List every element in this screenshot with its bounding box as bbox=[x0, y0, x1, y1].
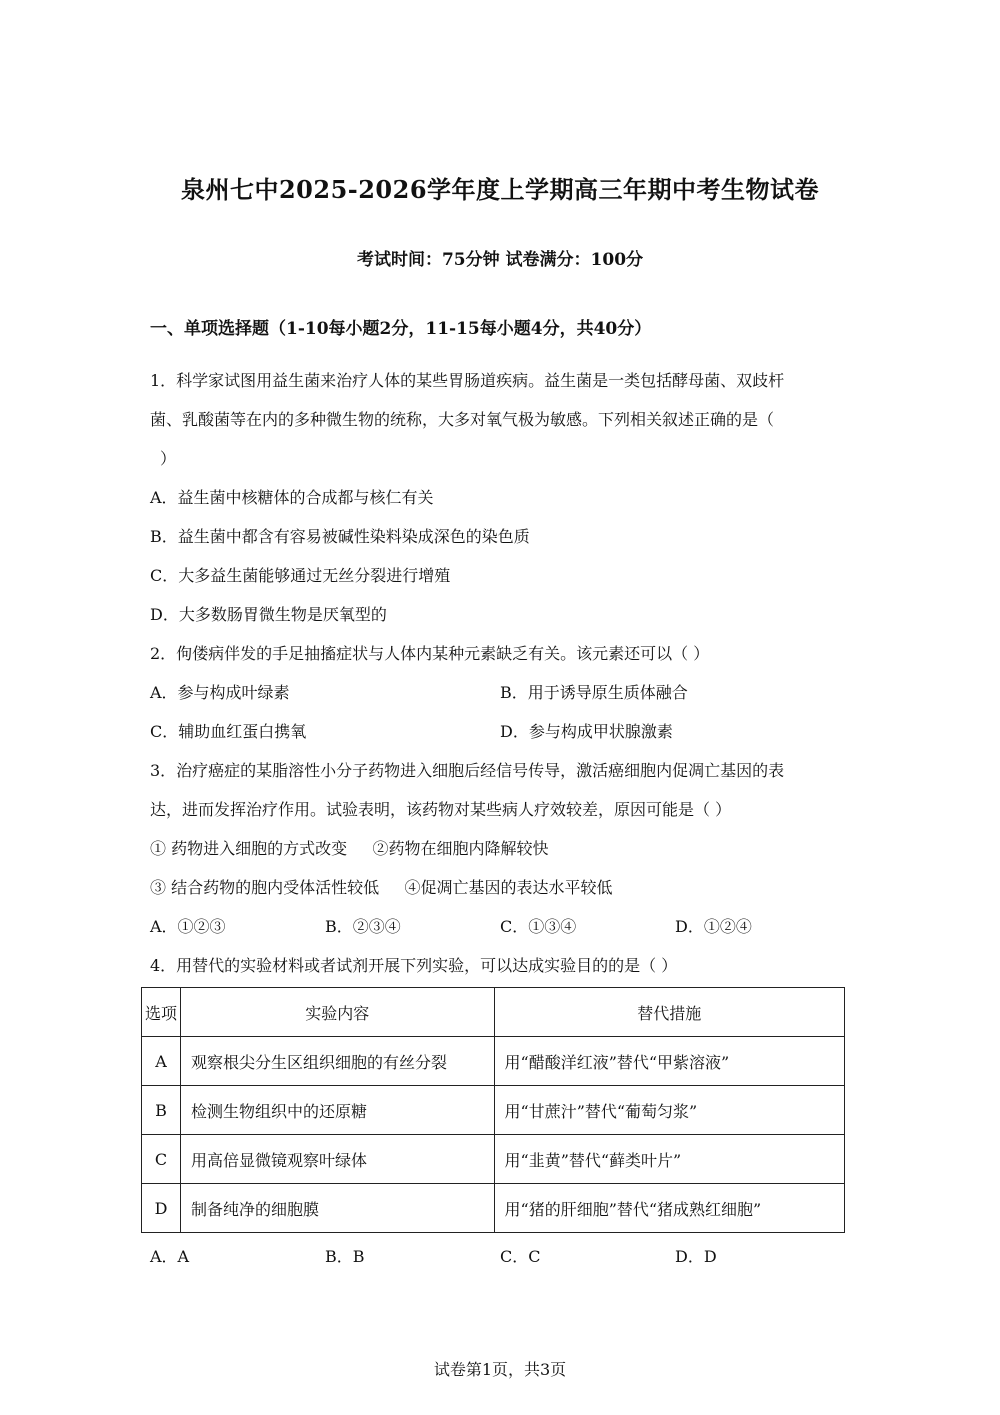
table-cell-substitute: 用“猪的肝细胞”替代“猪成熟红细胞” bbox=[494, 1184, 844, 1233]
q3-statement: ① 药物进入细胞的方式改变 ②药物在细胞内降解较快 bbox=[150, 839, 549, 858]
page-footer: 试卷第1页，共3页 bbox=[433, 1360, 567, 1379]
q4-option-c: C．C bbox=[500, 1247, 541, 1266]
q4-option-d: D．D bbox=[675, 1247, 717, 1266]
table-row bbox=[142, 1135, 845, 1184]
table-header-cell: 替代措施 bbox=[494, 988, 844, 1037]
q1-option-a: A．益生菌中核糖体的合成都与核仁有关 bbox=[150, 488, 434, 507]
q4-stem: 4．用替代的实验材料或者试剂开展下列实验，可以达成实验目的的是（ ） bbox=[150, 956, 678, 975]
q2-option-a: A．参与构成叶绿素 bbox=[150, 683, 290, 702]
q2-option-c: C．辅助血红蛋白携氧 bbox=[150, 722, 307, 741]
table-cell-substitute: 用“韭黄”替代“藓类叶片” bbox=[494, 1135, 844, 1184]
q1-stem-line: 1．科学家试图用益生菌来治疗人体的某些胃肠道疾病。益生菌是一类包括酵母菌、双歧杆 bbox=[150, 371, 785, 390]
q3-stem-line: 达，进而发挥治疗作用。试验表明，该药物对某些病人疗效较差，原因可能是（ ） bbox=[150, 800, 732, 819]
q4-option-a: A．A bbox=[150, 1247, 190, 1266]
q4-table bbox=[141, 987, 845, 1233]
q3-option-d: D．①②④ bbox=[675, 917, 752, 936]
table-cell-substitute: 用“醋酸洋红液”替代“甲紫溶液” bbox=[494, 1037, 844, 1086]
q1-stem-line: ） bbox=[160, 449, 177, 468]
table-cell-option: A bbox=[142, 1037, 181, 1086]
q4-option-b: B．B bbox=[325, 1247, 365, 1266]
q1-option-d: D．大多数肠胃微生物是厌氧型的 bbox=[150, 605, 387, 624]
table-header-cell: 实验内容 bbox=[181, 988, 494, 1037]
table-row bbox=[142, 1086, 845, 1135]
q2-option-b: B．用于诱导原生质体融合 bbox=[500, 683, 688, 702]
q1-stem-line: 菌、乳酸菌等在内的多种微生物的统称，大多对氧气极为敏感。下列相关叙述正确的是（ bbox=[150, 410, 775, 429]
q2-option-d: D．参与构成甲状腺激素 bbox=[500, 722, 673, 741]
q2-stem: 2．佝偻病伴发的手足抽搐症状与人体内某种元素缺乏有关。该元素还可以（ ） bbox=[150, 644, 710, 663]
q3-option-a: A．①②③ bbox=[150, 917, 226, 936]
table-cell-option: B bbox=[142, 1086, 181, 1135]
table-cell-option: C bbox=[142, 1135, 181, 1184]
exam-time-and-score: 考试时间：75分钟 试卷满分：100分 bbox=[356, 250, 644, 270]
q3-option-b: B．②③④ bbox=[325, 917, 401, 936]
table-cell-content: 观察根尖分生区组织细胞的有丝分裂 bbox=[181, 1037, 494, 1086]
q1-option-c: C．大多益生菌能够通过无丝分裂进行增殖 bbox=[150, 566, 451, 585]
table-cell-content: 用高倍显微镜观察叶绿体 bbox=[181, 1135, 494, 1184]
q1-option-b: B．益生菌中都含有容易被碱性染料染成深色的染色质 bbox=[150, 527, 530, 546]
table-cell-content: 制备纯净的细胞膜 bbox=[181, 1184, 494, 1233]
table-row bbox=[142, 1037, 845, 1086]
q3-statement: ③ 结合药物的胞内受体活性较低 ④促凋亡基因的表达水平较低 bbox=[150, 878, 613, 897]
q3-stem-line: 3．治疗癌症的某脂溶性小分子药物进入细胞后经信号传导，激活癌细胞内促凋亡基因的表 bbox=[150, 761, 785, 780]
table-header-row bbox=[142, 988, 845, 1037]
exam-title: 泉州七中2025-2026学年度上学期高三年期中考生物试卷 bbox=[180, 175, 820, 204]
table-header-cell: 选项 bbox=[142, 988, 181, 1037]
q3-option-c: C．①③④ bbox=[500, 917, 577, 936]
table-cell-substitute: 用“甘蔗汁”替代“葡萄匀浆” bbox=[494, 1086, 844, 1135]
table-cell-content: 检测生物组织中的还原糖 bbox=[181, 1086, 494, 1135]
table-cell-option: D bbox=[142, 1184, 181, 1233]
section-heading: 一、单项选择题（1-10每小题2分，11-15每小题4分，共40分） bbox=[150, 319, 652, 339]
table-row bbox=[142, 1184, 845, 1233]
